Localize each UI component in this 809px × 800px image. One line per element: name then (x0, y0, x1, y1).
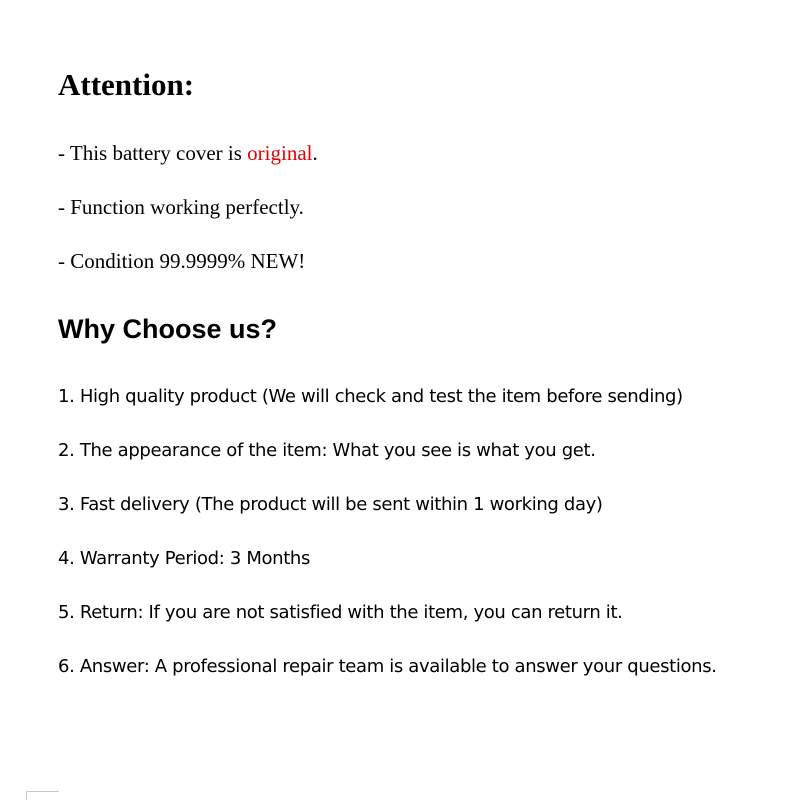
attention-heading: Attention: (58, 67, 195, 102)
attention-line-prefix: - This battery cover is (58, 141, 248, 165)
page-corner-mark (26, 791, 59, 800)
attention-line-original (58, 140, 318, 166)
why-item-warranty: 4. Warranty Period: 3 Months (58, 548, 311, 569)
original-highlight: original (247, 141, 313, 165)
why-item-return: 5. Return: If you are not satisfied with the item, you can return it. (58, 602, 623, 623)
why-item-answer: 6. Answer: A professional repair team is available to answer your questions. (58, 656, 717, 677)
attention-line-condition: - Condition 99.9999% NEW! (58, 249, 306, 273)
why-choose-us-heading: Why Choose us? (58, 314, 278, 344)
why-item-appearance: 2. The appearance of the item: What you see is what you get. (58, 440, 596, 461)
why-item-quality: 1. High quality product (We will check and test the item before sending) (58, 386, 683, 407)
attention-line-function: - Function working perfectly. (58, 195, 304, 219)
why-item-delivery: 3. Fast delivery (The product will be sent within 1 working day) (58, 494, 603, 515)
attention-line-suffix: . (312, 141, 318, 165)
